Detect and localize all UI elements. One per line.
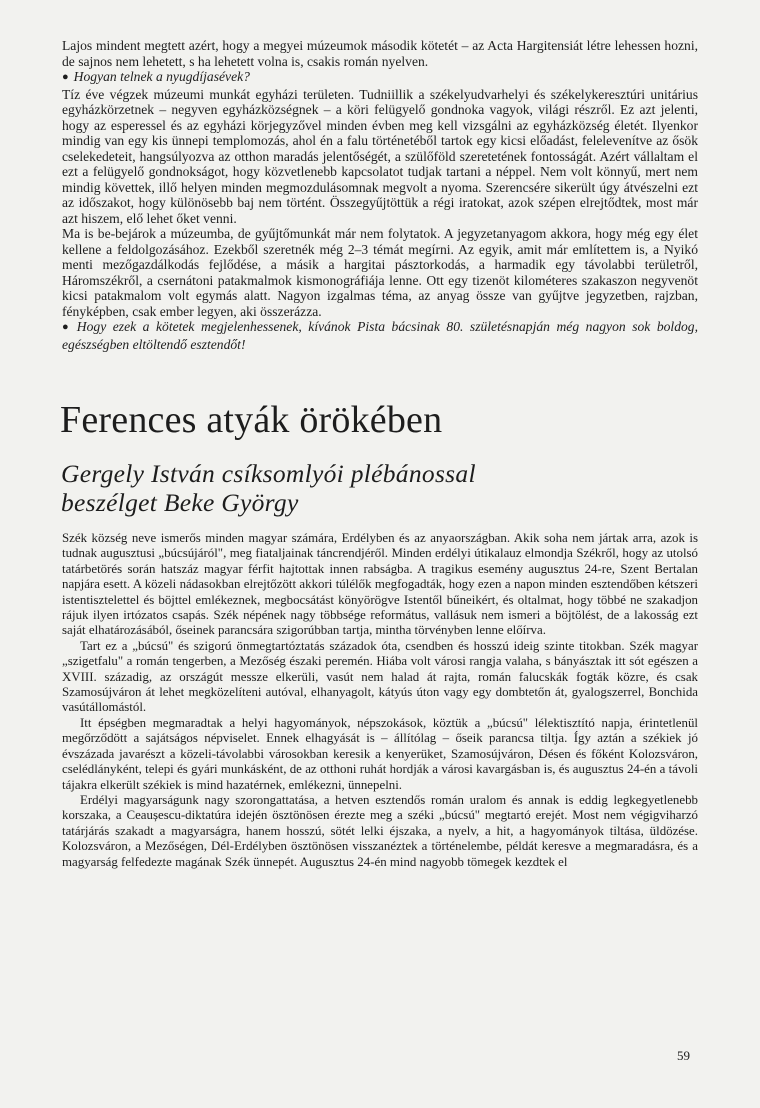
bullet-icon: ● (62, 71, 69, 83)
interview-closing-wish: ● Hogy ezek a kötetek megjelenhessenek, kívánok Pista bácsinak 80. születésnapján még nagyon sok boldog, egészségben eltöltendő esztendőt! (62, 319, 698, 352)
paragraph: Lajos mindent megtett azért, hogy a megyei múzeumok második kötetét – az Acta Hargitensiát létre lehessen hozni, de sajnos nem lehetett, s ha lehetett volna is, csakis román nyelven. (62, 38, 698, 69)
paragraph: Itt épségben megmaradtak a helyi hagyományok, népszokások, köztük a „búcsú" lélektisztító napja, érintetlenül megőrződött a sajátságos népviselet. Ennek elhagyását is – állítólag – őseik parancsa tiltja. Így aztán a székiek jó évszázada javarészt a közeli-távolabbi városokban keresik a kenyerüket, Szamosújváron, Désen és főként Kolozsváron, cselédlányként, telepi és gyári munkásként, de az otthoni ruhát hordják a városi kavargásban is, és augusztus 24-én a távoli tájakra elkerült székiek is mind hazatérnek, emlékezni, ünnepelni. (62, 715, 698, 792)
interview-continuation (62, 38, 698, 352)
article-body (62, 531, 698, 870)
paragraph: Szék község neve ismerős minden magyar számára, Erdélyben és az anyaországban. Akik soha nem jártak arra, azok is tudnak augusztusi „búcsújáról", meg fiataljainak táncrendjéről. Minden erdélyi útikalauz elmondja Székről, hogy az utolsó tatárbetörés során hatszáz magyar férfit hajtottak innen rabságba. A tragikus esemény augusztus 24-re, Szent Bertalan napjára esett. A közeli nádasokban elrejtőzött akkori túlélők megfogadták, hogy ezen a napon minden esztendőben kétszeri istentisztelettel és böjttel emlékeznek, megbocsátást könyörögve Istentől bűneikért, és oltalmat, hogy többé ne szakadjon rájuk ilyen irtózatos csapás. Szék népének nagy többsége református, vallásuk nem ismeri a böjtölést, de a lakosság ezt saját elhatározásából, őseinek parancsára szigorúbban tartja, mintha törvényben lenne előírva. (62, 531, 698, 638)
page-number: 59 (677, 1048, 690, 1063)
bullet-icon: ● (62, 321, 72, 333)
article-subtitle: Gergely István csíksomlyói plébánossal beszélget Beke György (61, 459, 476, 517)
paragraph: Erdélyi magyarságunk nagy szorongattatása, a hetven esztendős román uralom és annak is eddig legkegyetlenebb korszaka, a Ceaușescu-diktatúra idején ösztönösen érezte meg a széki „búcsú" megtartó erejét. Most nem végigviharzó tatárjárás szakadt a magyarságra, hanem hosszú, sötét lelki éjszaka, a nyelv, a hit, a hagyományok tiltása, üldözése. Kolozsváron, a Mezőségen, Dél-Erdélyben ösztönösen visszanéztek a történelembe, példát keresve a megmaradásra, és a magyarság felfedezte magának Szék ünnepét. Augusztus 24-én mind nagyobb tömegek kezdtek el (62, 792, 698, 869)
paragraph: Ma is be-bejárok a múzeumba, de gyűjtőmunkát már nem folytatok. A jegyzetanyagom akkora, hogy még egy élet kellene a feldolgozásához. Ezekből szeretnék még 2–3 témát megírni. Az egyik, amit már említettem is, a Nyikó menti mezőgazdálkodás fejlődése, a másik a hargitai pásztorkodás, a harmadik egy távolabbi területről, Háromszékről, a csernátoni patakmalmok kismonográfiája lenne. Ott egy tizenöt kilométeres szakaszon negyvenöt kicsi patakmalom volt egymás alatt. Nagyon izgalmas téma, az anyag össze van gyűjtve jegyzetben, rajzban, fényképben, csak ember legyen, aki összerázza. (62, 226, 698, 319)
paragraph: Tart ez a „búcsú" és szigorú önmegtartóztatás századok óta, csendben és hosszú ideig szinte titokban. Szék magyar „szigetfalu" a román tengerben, a Mezőség északi peremén. Hiába volt városi rangja valaha, s bányásztak itt sót egészen a XVIII. századig, az országút messze elkerüli, vasút nem halad át rajta, román falucskák fogták közre, és csak Szamosújváron át lehet megközelíteni autóval, elhanyagolt, kátyús úton vagy egy dombtetőn át, gyalogszerrel, Bonchida vasútállomástól. (62, 638, 698, 715)
article-title: Ferences atyák örökében (60, 399, 443, 441)
paragraph: Tíz éve végzek múzeumi munkát egyházi területen. Tudniillik a székelyudvarhelyi és székelykeresztúri unitárius egyházkörzetnek – negyven egyházközségnek – a köri felügyelő gondnoka vagyok, világi részről. Ez azt jelenti, hogy az esperessel és az egyházi körjegyzővel minden évben meg kell vizsgálni az egyházközség életét. Ilyenkor mindig van egy kis ünnepi templomozás, ahol én a falu történetéből tartok egy kicsi előadást, felelevenítve az ősök cselekedeteit, hangsúlyozva az otthon maradás jelentőségét, a szülőföld szeretetének fontosságát. Azért vállaltam el ezt a felügyelő gondnokságot, hogy közvetlenebb kapcsolatot tudjak tartani a néppel. Nem volt könnyű, mert nem mindig követtek, illő helyen minden megmozdulásomnak megvolt a nyoma. Szerencsére sikerült úgy átvészelni ezt az időszakot, hogy különösebb baj nem történt. Összegyűjtöttük a régi iratokat, azok szépen elrejtődtek, most már azt hiszem, elő lehet őket venni. (62, 86, 698, 226)
interview-question: ● Hogyan telnek a nyugdíjasévek? (62, 69, 250, 84)
